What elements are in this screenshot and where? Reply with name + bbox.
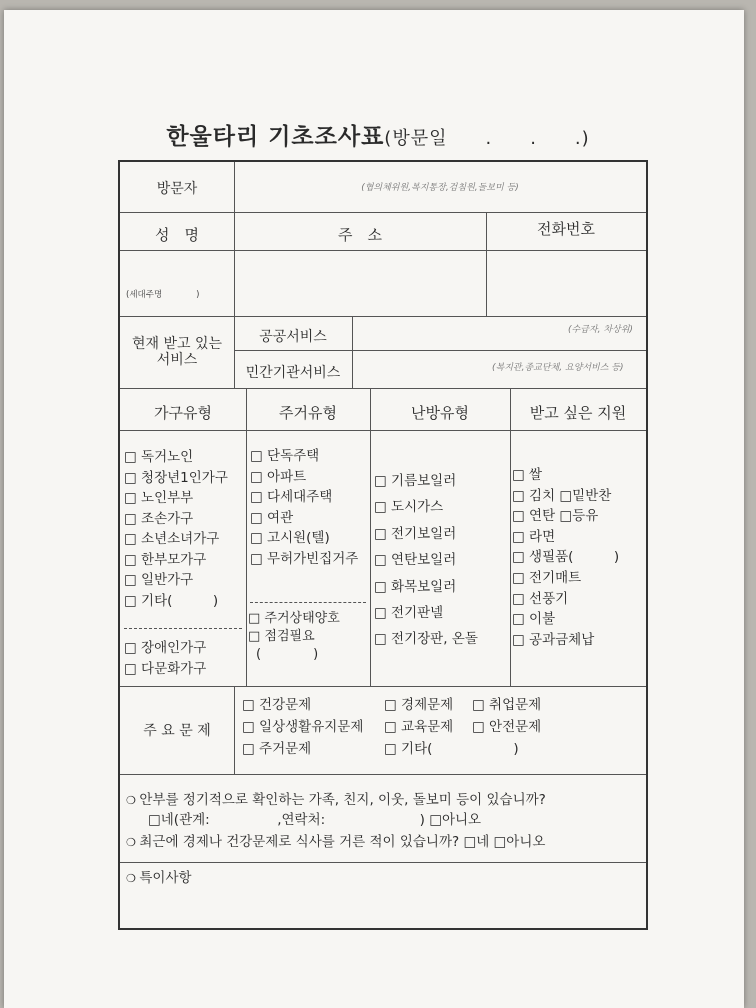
support-option[interactable]: □ 쌀 (512, 465, 619, 486)
problem-option[interactable]: □ 주거문제 (242, 738, 363, 760)
support-wanted-header: 받고 싶은 지원 (529, 404, 627, 422)
public-service-hint: (수급자, 차상위) (568, 325, 633, 335)
visitor-label: 방문자 (156, 181, 198, 197)
housing-extra-option[interactable]: □ 주거상태양호 (248, 610, 340, 628)
address-header: 주 소 (338, 226, 382, 244)
household-option[interactable]: □ 청장년1인가구 (124, 468, 228, 489)
heating-option[interactable]: □ 연탄보일러 (374, 547, 478, 573)
problems-col1 (242, 694, 363, 760)
heating-option[interactable]: □ 전기판넬 (374, 600, 478, 626)
housing-option[interactable]: □ 무허가빈집거주 (250, 549, 358, 570)
problem-option[interactable]: □ 안전문제 (472, 716, 541, 738)
survey-form (118, 160, 648, 930)
support-option[interactable]: □ 전기매트 (512, 568, 619, 589)
household-extra-list (124, 638, 206, 679)
inspection-paren: ( ) (256, 647, 319, 662)
heating-type-list (374, 468, 478, 653)
problem-option[interactable]: □ 취업문제 (472, 694, 541, 716)
support-option[interactable]: □ 공과금체납 (512, 630, 619, 651)
title-main: 한울타리 기초조사표 (166, 124, 385, 150)
support-option[interactable]: □ 라면 (512, 527, 619, 548)
housing-type-list (250, 446, 358, 569)
household-option[interactable]: □ 조손가구 (124, 509, 228, 530)
housing-option[interactable]: □ 고시원(텔) (250, 528, 358, 549)
household-option[interactable]: □ 독거노인 (124, 447, 228, 468)
household-option[interactable]: □ 소년소녀가구 (124, 529, 228, 550)
support-option[interactable]: □ 연탄 □등유 (512, 506, 619, 527)
household-head-label: (세대주명 ) (126, 290, 200, 300)
housing-option[interactable]: □ 아파트 (250, 467, 358, 488)
household-option[interactable]: □ 기타( ) (124, 591, 228, 612)
household-type-header: 가구유형 (154, 404, 212, 422)
housing-option[interactable]: □ 여관 (250, 508, 358, 529)
private-service-label: 민간기관서비스 (245, 365, 341, 381)
heating-option[interactable]: □ 도시가스 (374, 494, 478, 520)
question-welfare-check: ❍ 안부를 정기적으로 확인하는 가족, 친지, 이웃, 돌보미 등이 있습니까? (126, 788, 546, 808)
support-option[interactable]: □ 생필품( ) (512, 547, 619, 568)
phone-field[interactable] (488, 252, 644, 314)
question-skipped-meals: ❍ 최근에 경제나 건강문제로 식사를 거른 적이 있습니까? □네 □아니오 (126, 830, 545, 850)
name-header: 성 명 (155, 226, 199, 244)
household-option[interactable]: □ 노인부부 (124, 488, 228, 509)
problem-option[interactable]: □ 교육문제 (384, 716, 519, 738)
phone-header: 전화번호 (537, 220, 595, 238)
support-option[interactable]: □ 선풍기 (512, 589, 619, 610)
housing-option[interactable]: □ 단독주택 (250, 446, 358, 467)
housing-extra-list (248, 610, 340, 664)
current-services-label (120, 336, 234, 368)
visitor-hint: (협의체위원,복지통장,검침원,돌보미 등) (361, 183, 519, 193)
housing-extra-option[interactable]: □ 점검필요 (248, 628, 340, 646)
housing-type-header: 주거유형 (279, 404, 337, 422)
support-wanted-list (512, 465, 619, 650)
address-field[interactable] (236, 252, 484, 314)
household-option[interactable]: □ 일반가구 (124, 570, 228, 591)
question-welfare-check-answer[interactable]: □네(관계: ,연락처: ) □아니오 (148, 812, 482, 828)
heating-option[interactable]: □ 기름보일러 (374, 468, 478, 494)
private-service-hint: (복지관,종교단체, 요양서비스 등) (492, 363, 624, 373)
form-title (0, 118, 756, 151)
current-services-line1: 현재 받고 있는 (131, 336, 223, 352)
heating-option[interactable]: □ 전기장판, 온돌 (374, 626, 478, 652)
household-option[interactable]: □ 한부모가구 (124, 550, 228, 571)
support-option[interactable]: □ 김치 □밑반찬 (512, 486, 619, 507)
housing-option[interactable]: □ 다세대주택 (250, 487, 358, 508)
problem-option[interactable]: □ 경제문제 (384, 694, 519, 716)
problem-option[interactable]: □ 건강문제 (242, 694, 363, 716)
public-service-label: 공공서비스 (259, 329, 327, 345)
household-extra-option[interactable]: □ 다문화가구 (124, 659, 206, 680)
problems-col3 (472, 694, 541, 738)
problem-option[interactable]: □ 일상생활유지문제 (242, 716, 363, 738)
heating-option[interactable]: □ 전기보일러 (374, 521, 478, 547)
household-type-list (124, 447, 228, 611)
heating-type-header: 난방유형 (411, 404, 469, 422)
heating-option[interactable]: □ 화목보일러 (374, 574, 478, 600)
title-visit-date: (방문일 . . .) (384, 128, 590, 149)
current-services-line2: 서비스 (156, 352, 198, 368)
problem-option[interactable]: □ 기타( ) (384, 738, 519, 760)
household-extra-option[interactable]: □ 장애인가구 (124, 638, 206, 659)
support-option[interactable]: □ 이불 (512, 609, 619, 630)
special-notes-label: ❍ 특이사항 (126, 866, 192, 886)
main-problems-label: 주 요 문 제 (143, 723, 211, 739)
